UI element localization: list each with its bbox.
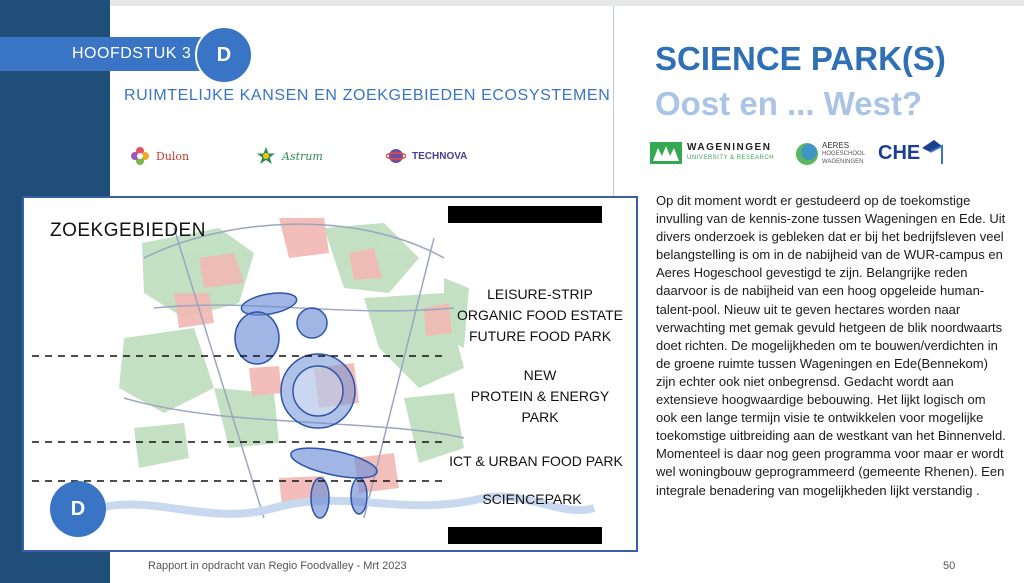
star-logo-icon	[256, 146, 276, 166]
logo-astrum	[256, 146, 323, 166]
logo-dulon	[130, 146, 189, 166]
chapter-letter: D	[216, 43, 232, 66]
logo-wur-name: WAGENINGEN	[687, 142, 772, 153]
green-areas	[119, 223, 469, 468]
planet-logo-icon	[386, 146, 406, 166]
wur-logo-icon	[650, 142, 682, 164]
logo-che	[878, 138, 946, 168]
logo-aeres-sub: HOGESCHOOL	[822, 151, 866, 157]
redaction-bar-bottom	[448, 527, 602, 544]
zone-north-line-2: ORGANIC FOOD ESTATE	[457, 307, 623, 323]
logo-aeres-name: AERES	[822, 141, 850, 150]
logo-technova	[386, 146, 467, 166]
map-badge-letter: D	[70, 497, 86, 520]
redaction-bar-top	[448, 206, 602, 223]
logo-aeres	[795, 142, 865, 166]
chapter-label: HOOFDSTUK 3	[72, 45, 192, 62]
zone-north-line-1: LEISURE-STRIP	[487, 286, 593, 302]
aeres-logo-icon	[795, 142, 819, 166]
zone-middle-line-1: NEW	[523, 367, 557, 383]
logo-technova-text: TECHNOVA	[412, 150, 468, 162]
zone-middle-line-3: PARK	[521, 409, 559, 425]
logo-wur-text	[687, 143, 774, 163]
zone-label-ict	[434, 451, 638, 472]
zone-label-science	[442, 489, 622, 510]
zone-north-line-3: FUTURE FOOD PARK	[468, 328, 612, 344]
zone-label-middle	[442, 365, 638, 428]
page-divider	[613, 6, 614, 196]
page-subtitle: Oost en ... West?	[655, 85, 923, 122]
footer-report: Rapport in opdracht van Regio Foodvalley - Mrt 2023	[148, 560, 407, 572]
logo-aeres-sub2: WAGENINGEN	[822, 159, 864, 165]
body-paragraph: Op dit moment wordt er gestudeerd op de toekomstige invulling van de kennis-zone tussen Wageningen en Ede. Uit divers onderzoek is gebleken dat er bij het bedrijfsleven veel belangstelling is om in de nabijheid van de WUR-campus en Aeres Hogeschool gevestigd te zijn. Belangrijke reden daarvoor is de nabijheid van een hoog opgeleide human-talent-pool. Nieuw uit te geven hectares worden naar verwachting met gemak gevuld hetgeen de blik noordwaarts doet richten. De mogelijkheden om te bouwen/verdichten in de groene ruimte tussen Wageningen en Ede(Bennekom) zijn echter ook niet onbegrensd. Gedacht wordt aan extensieve hoogwaardige bebouwing. Het lijkt logisch om ook een lange termijn visie te ontwikkelen voor mogelijke toekomstige uitbreiding aan de westkant van het Binnenveld. Momenteel is daar nog geen programma voor maar er wordt wel woningbouw geprogrammeerd (gemeente Rhenen). Een integrale benadering van mogelijkheden lijkt verstandig .	[656, 193, 1006, 498]
zone-middle-line-2: PROTEIN & ENERGY	[470, 388, 610, 404]
logo-wur-sub: UNIVERSITY & RESEARCH	[687, 155, 775, 161]
top-strip	[0, 0, 1024, 6]
zone-science-line-1: SCIENCEPARK	[482, 491, 582, 507]
che-logo-icon	[920, 138, 946, 168]
logo-astrum-text: Astrum	[282, 149, 323, 163]
logo-wur	[650, 142, 774, 164]
page-title: SCIENCE PARK(S)	[655, 40, 946, 77]
chapter-letter-badge	[195, 26, 253, 84]
flower-logo-icon	[130, 146, 150, 166]
map-title: ZOEKGEBIEDEN	[50, 220, 206, 241]
zone-label-north	[442, 284, 638, 347]
logo-che-text: CHE	[878, 141, 921, 164]
zone-ict-line-1: ICT & URBAN FOOD PARK	[449, 453, 623, 469]
logo-dulon-text: Dulon	[156, 149, 190, 163]
map-d-badge	[50, 481, 106, 537]
zoekgebieden-map	[22, 196, 638, 552]
section-subtitle: RUIMTELIJKE KANSEN EN ZOEKGEBIEDEN ECOSYSTEMEN	[124, 87, 611, 104]
page-number: 50	[943, 560, 956, 572]
logo-aeres-text	[822, 142, 865, 166]
